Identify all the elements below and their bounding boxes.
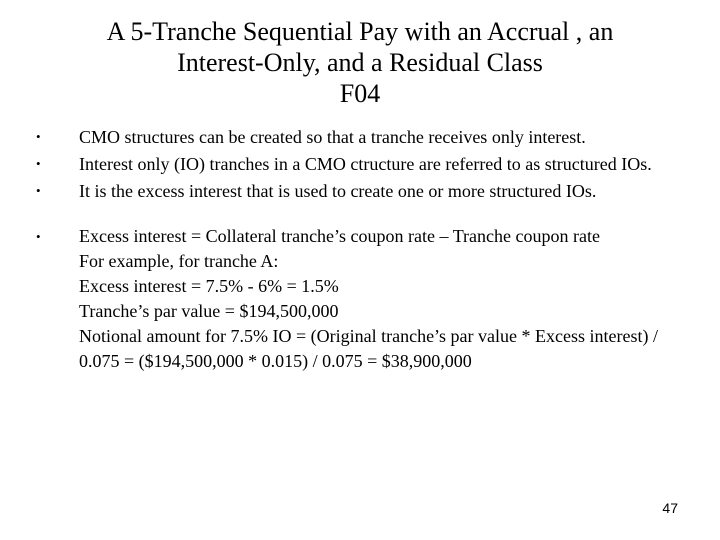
bullet-icon: • (36, 156, 41, 171)
bullet-item (36, 224, 686, 249)
title-line-2: Interest-Only, and a Residual Class (177, 48, 543, 77)
bullet-text: Interest only (IO) tranches in a CMO ctructure are referred to as structured IOs. (79, 154, 652, 174)
par-value-line: Tranche’s par value = $194,500,000 (79, 301, 339, 321)
bullet-icon: • (36, 129, 41, 144)
notional-amount-line: Notional amount for 7.5% IO = (Original tranche’s par value * Excess interest) / 0.075 = ($194,500,000 * 0.015) / 0.075 = $38,900,000 (79, 326, 658, 371)
slide-body (36, 126, 686, 374)
page-number: 47 (662, 500, 678, 516)
bullet-item (36, 153, 686, 175)
bullet-text: It is the excess interest that is used to create one or more structured IOs. (79, 181, 597, 201)
title-line-3: F04 (339, 79, 381, 108)
example-line: For example, for tranche A: (79, 251, 279, 271)
bullet-text: CMO structures can be created so that a tranche receives only interest. (79, 127, 586, 147)
bullet-list-2 (36, 224, 686, 374)
bullet-item (36, 180, 686, 202)
excess-interest-line: Excess interest = 7.5% - 6% = 1.5% (79, 276, 339, 296)
bullet-item (36, 126, 686, 148)
title-line-1: A 5-Tranche Sequential Pay with an Accrual , an (106, 17, 614, 46)
bullet-list-1 (36, 126, 686, 202)
slide-title (40, 16, 680, 109)
bullet-text: Excess interest = Collateral tranche’s coupon rate – Tranche coupon rate (79, 226, 600, 246)
bullet-icon: • (36, 183, 41, 198)
bullet-icon: • (36, 229, 41, 244)
